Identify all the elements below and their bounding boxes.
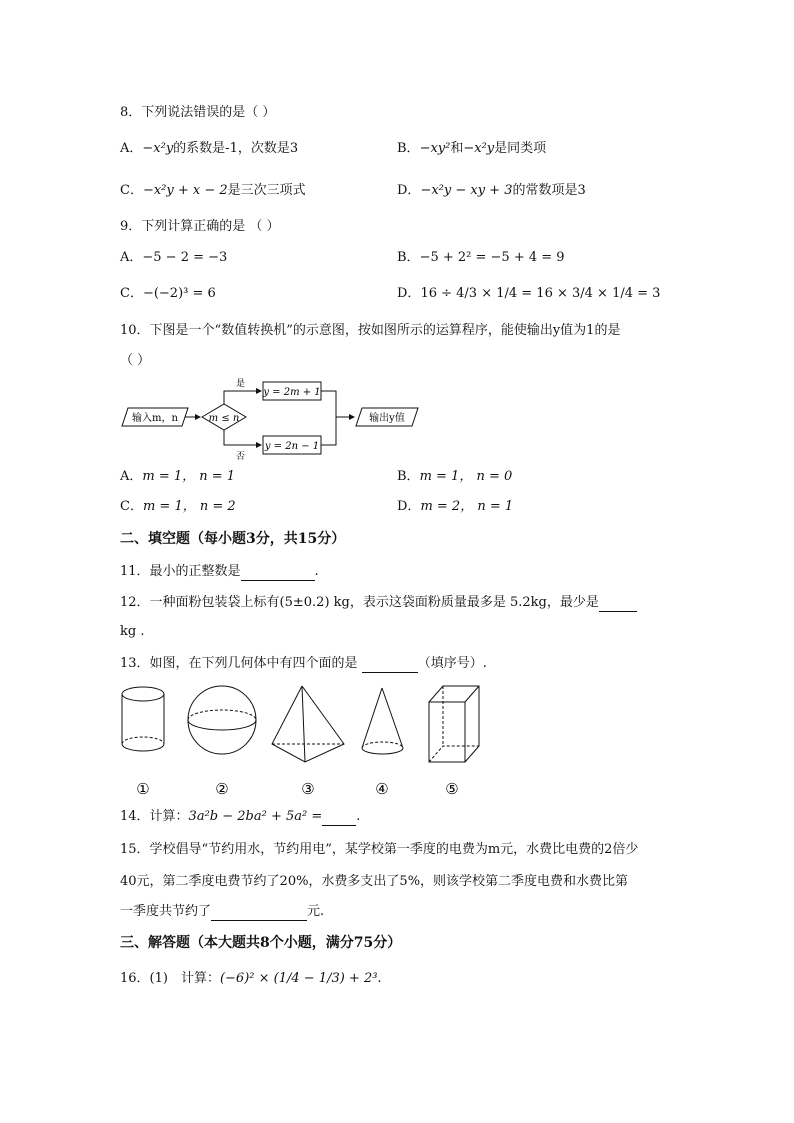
- q8-option-b: B．−xy²和−x²y是同类项: [397, 141, 547, 156]
- flow-bottom-formula: y = 2n − 1: [264, 441, 320, 452]
- solid-label-5: ⑤: [445, 780, 459, 798]
- section-2-heading: 二、填空题（每小题3分，共15分）: [120, 531, 346, 547]
- q15-line3: 一季度共节约了 元.: [120, 904, 325, 919]
- solid-label-1: ①: [136, 780, 150, 798]
- flow-top-formula: y = 2m + 1: [263, 387, 321, 398]
- q14: 14．计算：3a²b − 2ba² + 5a² = .: [120, 809, 361, 824]
- q13: 13．如图，在下列几何体中有四个面的是 （填序号）.: [120, 656, 487, 671]
- q10-paren: （ ）: [120, 353, 151, 368]
- flowchart: [118, 375, 428, 465]
- solids-figure: [110, 682, 500, 800]
- q9-option-a: A．−5 − 2 = −3: [120, 250, 228, 265]
- q8-option-a: A．−x²y的系数是-1，次数是3: [120, 141, 299, 156]
- flow-condition-label: m ≤ n: [208, 413, 240, 424]
- sphere-figure: [188, 686, 256, 754]
- q11-answer-blank: [241, 566, 315, 581]
- solid-label-4: ④: [375, 780, 389, 798]
- q8-stem: 8．下列说法错误的是（ ）: [120, 105, 276, 120]
- q15-answer-blank: [211, 906, 307, 921]
- q8-option-c: C．−x²y + x − 2是三次三项式: [120, 183, 306, 198]
- q15-line1: 15．学校倡导“节约用水，节约用电”，某学校第一季度的电费为m元，水费比电费的2倍少: [120, 842, 639, 857]
- q12-line2: kg .: [120, 624, 145, 639]
- q8-option-d: D．−x²y − xy + 3的常数项是3: [397, 183, 586, 198]
- q9-option-d: D．16 ÷ 4/3 × 1/4 = 16 × 3/4 × 1/4 = 3: [397, 286, 661, 301]
- prism-figure: [429, 686, 479, 762]
- cone-figure: [362, 688, 403, 754]
- pyramid-figure: [272, 686, 344, 762]
- q14-answer-blank: [322, 811, 356, 826]
- solid-label-2: ②: [215, 780, 229, 798]
- flow-input-label: 输入m，n: [132, 413, 178, 424]
- q9-option-b: B．−5 + 2² = −5 + 4 = 9: [397, 250, 565, 265]
- q16: 16．(1) 计算：(−6)² × (1/4 − 1/3) + 2³.: [120, 971, 382, 986]
- q10-option-b: B．m = 1， n = 0: [397, 469, 513, 484]
- flow-output-label: 输出y值: [369, 413, 405, 424]
- q13-answer-blank: [362, 658, 418, 673]
- flow-yes-label: 是: [236, 379, 246, 389]
- cylinder-figure: [122, 687, 164, 751]
- q12-line1: 12．一种面粉包装袋上标有(5±0.2) kg，表示这袋面粉质量最多是 5.2kg，最少是: [120, 594, 637, 612]
- q10-option-c: C．m = 1， n = 2: [120, 499, 236, 514]
- solid-label-3: ③: [301, 780, 315, 798]
- section-3-heading: 三、解答题（本大题共8个小题，满分75分）: [120, 935, 402, 951]
- q9-option-c: C．−(−2)³ = 6: [120, 286, 216, 301]
- q9-stem: 9．下列计算正确的是 （ ）: [120, 219, 280, 234]
- flow-no-label: 否: [236, 452, 246, 462]
- q12-answer-blank: [599, 597, 637, 612]
- q10-stem: 10．下图是一个“数值转换机”的示意图，按如图所示的运算程序，能使输出y值为1的是: [120, 323, 621, 338]
- q10-option-d: D．m = 2， n = 1: [397, 499, 514, 514]
- q15-line2: 40元，第二季度电费节约了20%，水费多支出了5%，则该学校第二季度电费和水费比第: [120, 874, 629, 889]
- q11: 11．最小的正整数是 .: [120, 564, 319, 579]
- q10-option-a: A．m = 1， n = 1: [120, 469, 236, 484]
